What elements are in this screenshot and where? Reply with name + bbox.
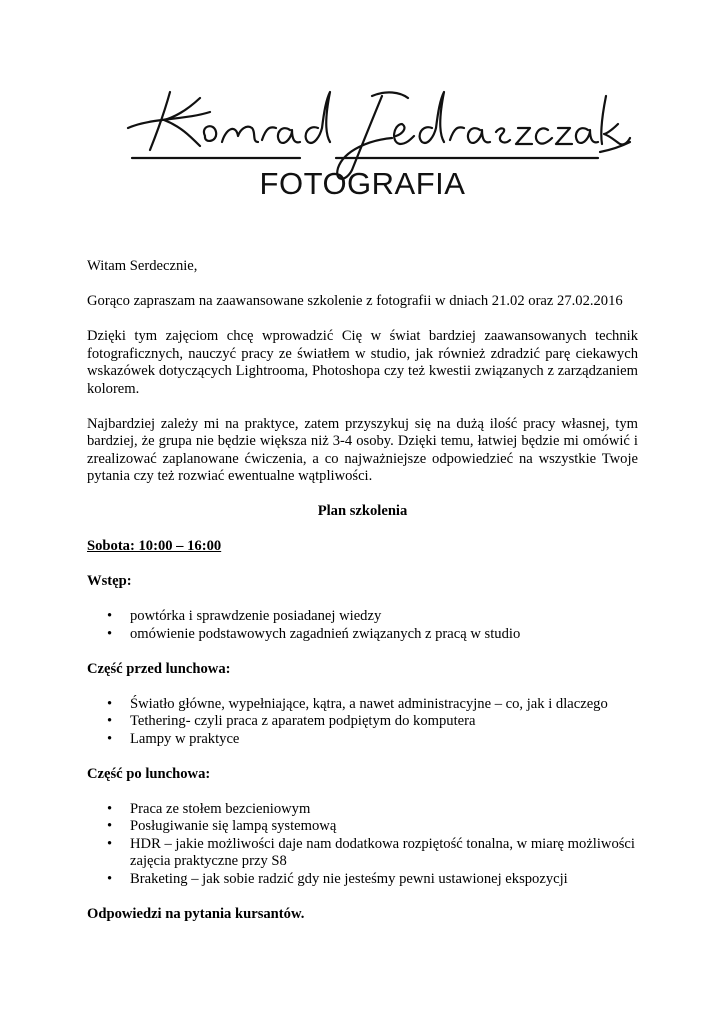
list-item: • Lampy w praktyce — [87, 731, 638, 749]
section-heading-after-lunch: Część po lunchowa: — [87, 765, 211, 782]
section-heading-before-lunch: Część przed lunchowa: — [87, 660, 231, 677]
list-item: • omówienie podstawowych zagadnień związanych z pracą w studio — [87, 626, 638, 644]
letter-body — [87, 258, 638, 941]
greeting: Witam Serdecznie, — [87, 258, 198, 274]
list-item: • Światło główne, wypełniające, kątra, a nawet administracyjne – co, jak i dlaczego — [87, 696, 638, 714]
list-item: • Braketing – jak sobie radzić gdy nie jesteśmy pewni ustawionej ekspozycji — [87, 871, 638, 889]
list-item: • Tethering- czyli praca z aparatem podpiętym do komputera — [87, 713, 638, 731]
list-item: • Posługiwanie się lampą systemową — [87, 818, 638, 836]
paragraph-practice: Najbardziej zależy mi na praktyce, zatem przyszykuj się na dużą ilość pracy własnej, tym bardziej, że grupa nie będzie większa niż 3-4 osoby. Dzięki temu, łatwiej będzie mi omówić i zrealizować zaplanowane ćwiczenia, a co najważniejsze odpowiedzieć na wszystkie Twoje pytania czy też rozwiać ewentualne wątpliwości. — [87, 415, 638, 484]
section-list-before-lunch — [87, 696, 638, 749]
invitation: Gorąco zapraszam na zaawansowane szkolenie z fotografii w dniach 21.02 oraz 27.02.2016 — [87, 293, 623, 309]
section-heading-intro: Wstęp: — [87, 573, 132, 589]
closing-line: Odpowiedzi na pytania kursantów. — [87, 905, 305, 922]
list-item: • powtórka i sprawdzenie posiadanej wiedzy — [87, 608, 638, 626]
list-item: • HDR – jakie możliwości daje nam dodatkowa rozpiętość tonalna, w miarę możliwości zajęcia praktyczne przy S8 — [87, 836, 638, 871]
logo-wordmark: FOTOGRAFIA — [259, 166, 466, 201]
paragraph-intro: Dzięki tym zajęciom chcę wprowadzić Cię w świat bardziej zaawansowanych technik fotograficznych, nauczyć pracy ze światłem w studio, jak również zdradzić parę ciekawych wskazówek dotyczących Lightrooma, Photoshopa czy też kwestii związanych z zarządzaniem kolorem. — [87, 328, 638, 397]
logo — [0, 0, 725, 220]
plan-day: Sobota: 10:00 – 16:00 — [87, 538, 222, 554]
list-item: • Praca ze stołem bezcieniowym — [87, 801, 638, 819]
section-list-after-lunch — [87, 801, 638, 889]
plan-title: Plan szkolenia — [317, 503, 408, 519]
section-list-intro — [87, 608, 638, 643]
